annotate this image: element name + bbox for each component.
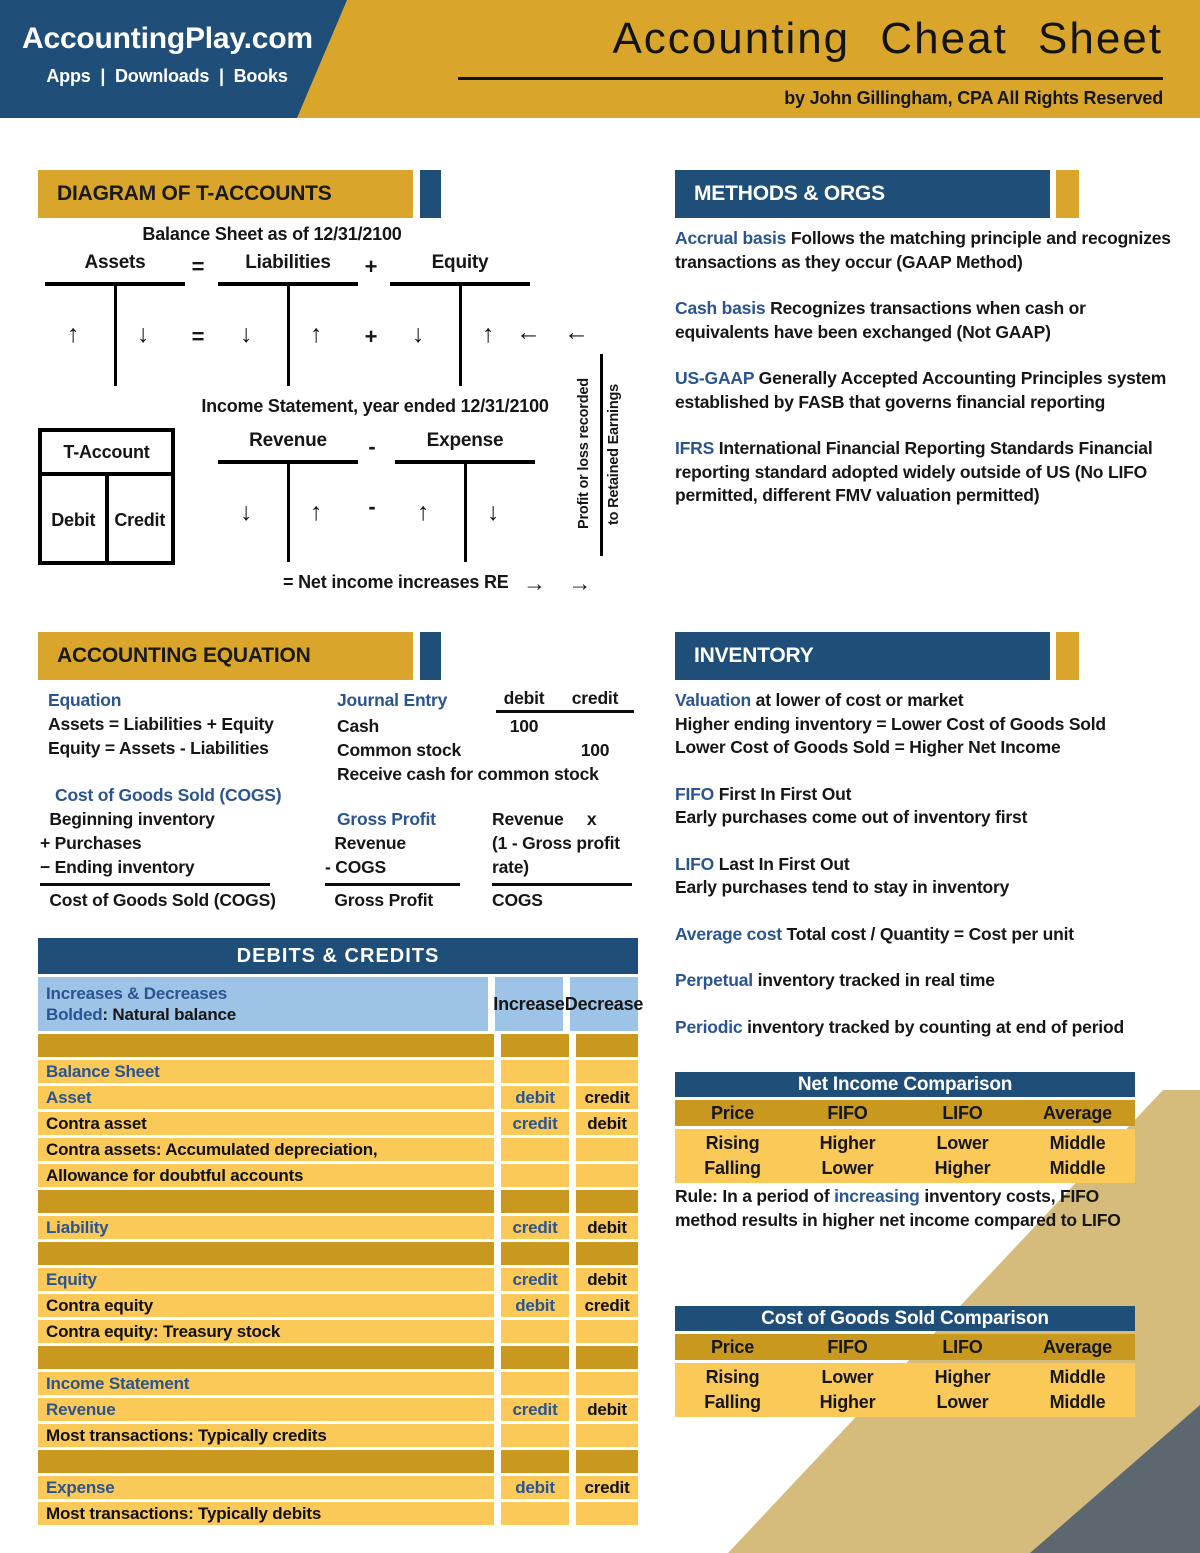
definition-text: inventory tracked by counting at end of period — [747, 1016, 1124, 1037]
definition-term: US-GAAP — [675, 368, 759, 388]
definition-item — [675, 437, 1175, 508]
t-stem — [287, 286, 290, 386]
gross-profit-total: Gross Profit — [325, 890, 434, 910]
row-label: Expense — [46, 1478, 115, 1497]
row-label: Allowance for doubtful accounts — [46, 1166, 304, 1185]
row-label-cell — [38, 1294, 494, 1317]
row-label-cell — [38, 1242, 494, 1265]
section-title-methods: METHODS & ORGS — [675, 170, 1050, 218]
row-label: Balance Sheet — [46, 1062, 160, 1081]
debits-credits-header-row — [38, 977, 644, 1031]
journal-debit-amount: 100 — [509, 716, 539, 736]
table-row — [38, 1216, 638, 1239]
decrease-cell — [576, 1476, 638, 1499]
decrease-cell — [576, 1372, 638, 1395]
definition-term: Periodic — [675, 1016, 748, 1037]
decrease-cell — [576, 1164, 638, 1187]
net-income-note: = Net income increases RE — [283, 572, 509, 592]
up-arrow-icon: ↑ — [417, 498, 430, 526]
title-underline — [458, 77, 1163, 80]
definition-item — [675, 969, 1175, 993]
row-label-cell — [38, 1060, 494, 1083]
revenue-formula-total: COGS — [492, 890, 543, 910]
decrease-cell — [576, 1424, 638, 1447]
comparison-column-header: Price — [710, 1337, 755, 1357]
increase-value: debit — [515, 1477, 555, 1497]
journal-credit-col: credit — [571, 688, 619, 708]
increase-cell — [501, 1268, 569, 1291]
fifo-rule — [675, 1184, 1161, 1232]
definition-text: at lower of cost or market — [755, 690, 964, 710]
row-label-cell — [38, 1372, 494, 1395]
up-arrow-icon: ↑ — [67, 320, 80, 348]
sum-line — [40, 883, 270, 886]
diagram-accent-square — [420, 170, 441, 218]
t-account-legend — [38, 428, 175, 565]
down-arrow-icon: ↓ — [137, 320, 150, 348]
legend-debit: Debit — [51, 510, 96, 530]
table-row — [38, 1294, 638, 1317]
decrease-value: debit — [587, 1399, 627, 1419]
debits-credits-table — [38, 938, 644, 1525]
decrease-cell — [576, 1242, 638, 1265]
comparison-cell: Lower — [821, 1367, 874, 1387]
formula-line: rate) — [492, 857, 529, 877]
increase-cell — [501, 1398, 569, 1421]
definition-text: Total cost / Quantity = Cost per unit — [786, 923, 1074, 944]
section-title-equation: ACCOUNTING EQUATION — [38, 632, 413, 680]
row-label: Asset — [46, 1088, 92, 1107]
decrease-cell — [576, 1086, 638, 1109]
increase-cell — [501, 1294, 569, 1317]
definition-item — [675, 853, 1175, 900]
increase-cell — [501, 1372, 569, 1395]
right-arrows-icon: → → — [523, 570, 600, 596]
comparison-title: Net Income Comparison — [675, 1072, 1135, 1097]
table-row — [38, 1112, 638, 1135]
decrease-cell — [576, 1320, 638, 1343]
journal-account: Cash — [337, 716, 379, 736]
row-label-cell — [38, 1190, 494, 1213]
plus-operator: + — [364, 324, 378, 349]
comparison-cell: Lower — [821, 1158, 874, 1178]
formula-line: (1 - Gross profit — [492, 833, 620, 853]
comparison-cell: Higher — [934, 1158, 991, 1178]
row-label-cell — [38, 1398, 494, 1421]
table-row — [38, 1060, 638, 1083]
t-account-equity — [390, 252, 530, 386]
t-stem — [459, 286, 462, 386]
decrease-column-header: Decrease — [570, 977, 638, 1031]
t-account-label: Liabilities — [245, 252, 331, 273]
comparison-row — [675, 1156, 1135, 1181]
left-arrows-icon: ← ← — [516, 318, 597, 346]
formula-line: Revenue — [325, 833, 406, 853]
legend-credit: Credit — [105, 476, 172, 565]
byline: by John Gillingham, CPA All Rights Reserved — [784, 88, 1163, 108]
row-label: Contra assets: Accumulated depreciation, — [46, 1140, 378, 1159]
journal-entry-heading: Journal Entry — [337, 690, 448, 710]
rule-highlight: increasing — [834, 1186, 920, 1206]
definition-term: Average cost — [675, 923, 787, 944]
comparison-column-header: FIFO — [827, 1103, 868, 1123]
t-account-label: Revenue — [249, 430, 327, 451]
decrease-cell — [576, 1294, 638, 1317]
definition-text: International Financial Reporting Standards Financial reporting standard adopted widely outside of US (No LIFO permitted, different FMV valuation permitted) — [675, 438, 1153, 505]
table-row — [38, 1476, 638, 1499]
comparison-column-header: Average — [1043, 1103, 1112, 1123]
comparison-column-header: LIFO — [942, 1103, 983, 1123]
increase-cell — [501, 1346, 569, 1369]
row-label-cell — [38, 1450, 494, 1473]
definition-extra-line: Early purchases come out of inventory first — [675, 807, 1028, 827]
increase-cell — [501, 1476, 569, 1499]
journal-underline — [496, 710, 634, 713]
definition-term: Accrual basis — [675, 228, 791, 248]
increase-cell — [501, 1112, 569, 1135]
up-arrow-icon: ↑ — [310, 320, 323, 348]
equation-line: Assets = Liabilities + Equity — [48, 714, 274, 734]
definition-term: LIFO — [675, 853, 719, 874]
t-stem — [114, 286, 117, 386]
table-row — [38, 1164, 638, 1187]
row-label-cell — [38, 1034, 494, 1057]
brand-title: AccountingPlay.com — [22, 22, 313, 55]
definition-item — [675, 923, 1175, 947]
journal-debit-col: debit — [503, 688, 545, 708]
increase-cell — [501, 1424, 569, 1447]
comparison-cell: Rising — [705, 1367, 760, 1387]
comparison-cell: Rising — [705, 1133, 760, 1153]
cogs-total: Cost of Goods Sold (COGS) — [40, 890, 276, 910]
definition-item — [675, 783, 1175, 830]
t-account-shape — [218, 460, 358, 562]
t-account-shape — [395, 460, 535, 562]
table-spacer-row — [38, 1190, 638, 1213]
section-title-diagram: DIAGRAM OF T-ACCOUNTS — [38, 170, 413, 218]
formula-line: + Purchases — [40, 833, 142, 853]
inventory-definitions — [675, 689, 1175, 1062]
gross-profit-heading: Gross Profit — [337, 809, 436, 829]
comparison-cell: Middle — [1049, 1133, 1106, 1153]
definition-term: FIFO — [675, 783, 719, 804]
increase-value: credit — [512, 1269, 558, 1289]
t-account-shape — [218, 282, 358, 386]
comparison-data — [675, 1363, 1135, 1417]
table-spacer-row — [38, 1242, 638, 1265]
increase-value: debit — [515, 1087, 555, 1107]
comparison-data — [675, 1129, 1135, 1183]
comparison-cell: Falling — [704, 1158, 761, 1178]
header-line2-rest: : Natural balance — [102, 1005, 237, 1024]
increase-cell — [501, 1164, 569, 1187]
net-income-comparison-table — [675, 1072, 1135, 1183]
retained-earnings-note — [572, 350, 632, 560]
comparison-column-header: Price — [710, 1103, 755, 1123]
t-stem — [464, 464, 467, 562]
row-label-cell — [38, 1112, 494, 1135]
decrease-cell — [576, 1138, 638, 1161]
comparison-cell: Lower — [936, 1133, 989, 1153]
rule-suffix: inventory costs, FIFO method results in higher net income compared to LIFO — [675, 1186, 1121, 1230]
income-statement-title: Income Statement, year ended 12/31/2100 — [201, 396, 549, 416]
cogs-formula — [40, 807, 276, 912]
increase-value: credit — [512, 1217, 558, 1237]
comparison-cell: Higher — [819, 1392, 876, 1412]
t-stem — [287, 464, 290, 562]
comparison-cell: Lower — [936, 1392, 989, 1412]
increase-cell — [501, 1242, 569, 1265]
t-account-assets — [45, 252, 185, 386]
minus-operator: - — [368, 494, 376, 519]
definition-item — [675, 367, 1175, 414]
decrease-cell — [576, 1450, 638, 1473]
row-label: Contra equity — [46, 1296, 153, 1315]
inventory-accent-square — [1056, 632, 1079, 680]
formula-line: Revenue x — [492, 809, 597, 829]
balance-sheet-title: Balance Sheet as of 12/31/2100 — [142, 224, 402, 244]
minus-operator: - — [368, 434, 376, 459]
decrease-cell — [576, 1502, 638, 1525]
increase-cell — [501, 1502, 569, 1525]
sum-line — [325, 883, 460, 886]
definition-extra-line: Early purchases tend to stay in inventory — [675, 877, 1010, 897]
definition-extra-line: Higher ending inventory = Lower Cost of Goods Sold — [675, 713, 1106, 734]
increase-value: credit — [512, 1113, 558, 1133]
row-label-cell — [38, 1476, 494, 1499]
journal-credit-amount: 100 — [580, 740, 610, 760]
down-arrow-icon: ↓ — [240, 498, 253, 526]
increase-cell — [501, 1086, 569, 1109]
decrease-cell — [576, 1112, 638, 1135]
comparison-row — [675, 1131, 1135, 1156]
row-label: Most transactions: Typically debits — [46, 1504, 322, 1523]
decrease-cell — [576, 1398, 638, 1421]
definition-item — [675, 689, 1175, 760]
decrease-value: credit — [584, 1295, 630, 1315]
up-arrow-icon: ↑ — [310, 498, 323, 526]
re-note-line2: to Retained Earnings — [606, 383, 622, 525]
comparison-column-header: Average — [1043, 1337, 1112, 1357]
methods-accent-square — [1056, 170, 1079, 218]
comparison-cell: Falling — [704, 1392, 761, 1412]
t-account-label: Assets — [84, 252, 146, 273]
equals-operator: = — [191, 254, 205, 279]
table-row — [38, 1372, 638, 1395]
methods-definitions — [675, 227, 1175, 531]
definition-term: Perpetual — [675, 970, 758, 990]
equation-line: Equity = Assets - Liabilities — [48, 738, 269, 758]
t-account-shape — [45, 282, 185, 386]
decrease-cell — [576, 1216, 638, 1239]
comparison-cell: Middle — [1049, 1367, 1106, 1387]
decrease-cell — [576, 1060, 638, 1083]
increase-cell — [501, 1190, 569, 1213]
decrease-value: debit — [587, 1217, 627, 1237]
row-label-cell — [38, 1346, 494, 1369]
sum-line — [492, 883, 632, 886]
decrease-cell — [576, 1190, 638, 1213]
definition-extra-line: Lower Cost of Goods Sold = Higher Net Income — [675, 737, 1061, 757]
journal-account: Common stock — [337, 740, 462, 760]
definition-text: Generally Accepted Accounting Principles system established by FASB that governs financial reporting — [675, 368, 1167, 412]
table-row — [38, 1424, 638, 1447]
header-label-cell — [38, 977, 488, 1031]
cogs-heading: Cost of Goods Sold (COGS) — [55, 785, 282, 805]
increase-cell — [501, 1060, 569, 1083]
definition-item — [675, 227, 1175, 274]
increase-cell — [501, 1320, 569, 1343]
plus-operator: + — [364, 254, 378, 279]
comparison-column-header: FIFO — [827, 1337, 868, 1357]
definition-term: Valuation — [675, 690, 756, 710]
increase-cell — [501, 1138, 569, 1161]
section-title-inventory: INVENTORY — [675, 632, 1050, 680]
formula-line: - COGS — [325, 857, 387, 877]
increase-cell — [501, 1216, 569, 1239]
comparison-header-row — [675, 1100, 1135, 1126]
row-label: Contra equity: Treasury stock — [46, 1322, 281, 1341]
comparison-column-header: LIFO — [942, 1337, 983, 1357]
equation-accent-square — [420, 632, 441, 680]
retained-earnings-line — [600, 354, 603, 556]
table-spacer-row — [38, 1346, 638, 1369]
definition-text: Recognizes transactions when cash or equivalents have been exchanged (Not GAAP) — [675, 298, 1086, 342]
comparison-title: Cost of Goods Sold Comparison — [675, 1306, 1135, 1331]
table-spacer-row — [38, 1450, 638, 1473]
row-label-cell — [38, 1164, 494, 1187]
gross-profit-formula — [325, 831, 460, 912]
row-label-cell — [38, 1320, 494, 1343]
brand-links: Apps | Downloads | Books — [46, 66, 288, 86]
definition-text: Last In First Out — [718, 853, 850, 874]
table-spacer-row — [38, 1034, 638, 1057]
row-label-cell — [38, 1502, 494, 1525]
row-label: Income Statement — [46, 1374, 190, 1393]
row-label-cell — [38, 1216, 494, 1239]
increase-cell — [501, 1034, 569, 1057]
comparison-cell: Middle — [1049, 1158, 1106, 1178]
row-label: Most transactions: Typically credits — [46, 1426, 327, 1445]
rule-prefix: Rule: In a period of — [675, 1186, 835, 1206]
decrease-cell — [576, 1268, 638, 1291]
t-account-liabilities — [218, 252, 358, 386]
t-account-label: Expense — [426, 430, 504, 451]
row-label: Revenue — [46, 1400, 116, 1419]
down-arrow-icon: ↓ — [412, 320, 425, 348]
row-label: Equity — [46, 1270, 97, 1289]
comparison-cell: Higher — [819, 1133, 876, 1153]
table-row — [38, 1398, 638, 1421]
t-account-revenue — [218, 430, 358, 562]
equals-operator: = — [191, 324, 205, 349]
formula-line: − Ending inventory — [40, 857, 195, 877]
table-row — [38, 1320, 638, 1343]
row-label-cell — [38, 1268, 494, 1291]
debits-credits-title: DEBITS & CREDITS — [38, 938, 638, 974]
table-row — [38, 1138, 638, 1161]
page-title: Accounting Cheat Sheet — [612, 14, 1163, 63]
increase-value: credit — [512, 1399, 558, 1419]
decrease-cell — [576, 1346, 638, 1369]
comparison-cell: Higher — [934, 1367, 991, 1387]
up-arrow-icon: ↑ — [482, 320, 495, 348]
journal-note: Receive cash for common stock — [337, 764, 599, 784]
increase-cell — [501, 1450, 569, 1473]
row-label: Contra asset — [46, 1114, 147, 1133]
down-arrow-icon: ↓ — [240, 320, 253, 348]
down-arrow-icon: ↓ — [487, 498, 500, 526]
re-note-line1: Profit or loss recorded — [576, 378, 592, 530]
equation-heading: Equation — [48, 690, 122, 710]
definition-term: Cash basis — [675, 298, 771, 318]
formula-line: Beginning inventory — [40, 809, 215, 829]
comparison-row — [675, 1390, 1135, 1415]
definition-text: First In First Out — [718, 783, 852, 804]
table-row — [38, 1502, 638, 1525]
decrease-value: credit — [584, 1087, 630, 1107]
header-line2-bold: Bolded — [46, 1005, 103, 1024]
definition-text: Follows the matching principle and recognizes transactions as they occur (GAAP Method) — [675, 228, 1171, 272]
header-line1: Increases & Decreases — [46, 984, 228, 1003]
definition-text: inventory tracked in real time — [757, 970, 995, 990]
decrease-value: debit — [587, 1113, 627, 1133]
increase-value: debit — [515, 1295, 555, 1315]
t-account-expense — [395, 430, 535, 562]
legend-title: T-Account — [42, 432, 171, 476]
row-label-cell — [38, 1086, 494, 1109]
row-label-cell — [38, 1138, 494, 1161]
t-account-shape — [390, 282, 530, 386]
row-label: Liability — [46, 1218, 109, 1237]
increase-column-header: Increase — [495, 977, 563, 1031]
cogs-comparison-table — [675, 1306, 1135, 1417]
comparison-row — [675, 1365, 1135, 1390]
table-row — [38, 1086, 638, 1109]
revenue-formula — [492, 807, 632, 912]
row-label-cell — [38, 1424, 494, 1447]
definition-item — [675, 1016, 1175, 1040]
t-account-label: Equity — [431, 252, 489, 273]
decrease-value: credit — [584, 1477, 630, 1497]
definition-term: IFRS — [675, 438, 719, 458]
decrease-value: debit — [587, 1269, 627, 1289]
table-row — [38, 1268, 638, 1291]
comparison-header-row — [675, 1334, 1135, 1360]
decrease-cell — [576, 1034, 638, 1057]
definition-item — [675, 297, 1175, 344]
comparison-cell: Middle — [1049, 1392, 1106, 1412]
